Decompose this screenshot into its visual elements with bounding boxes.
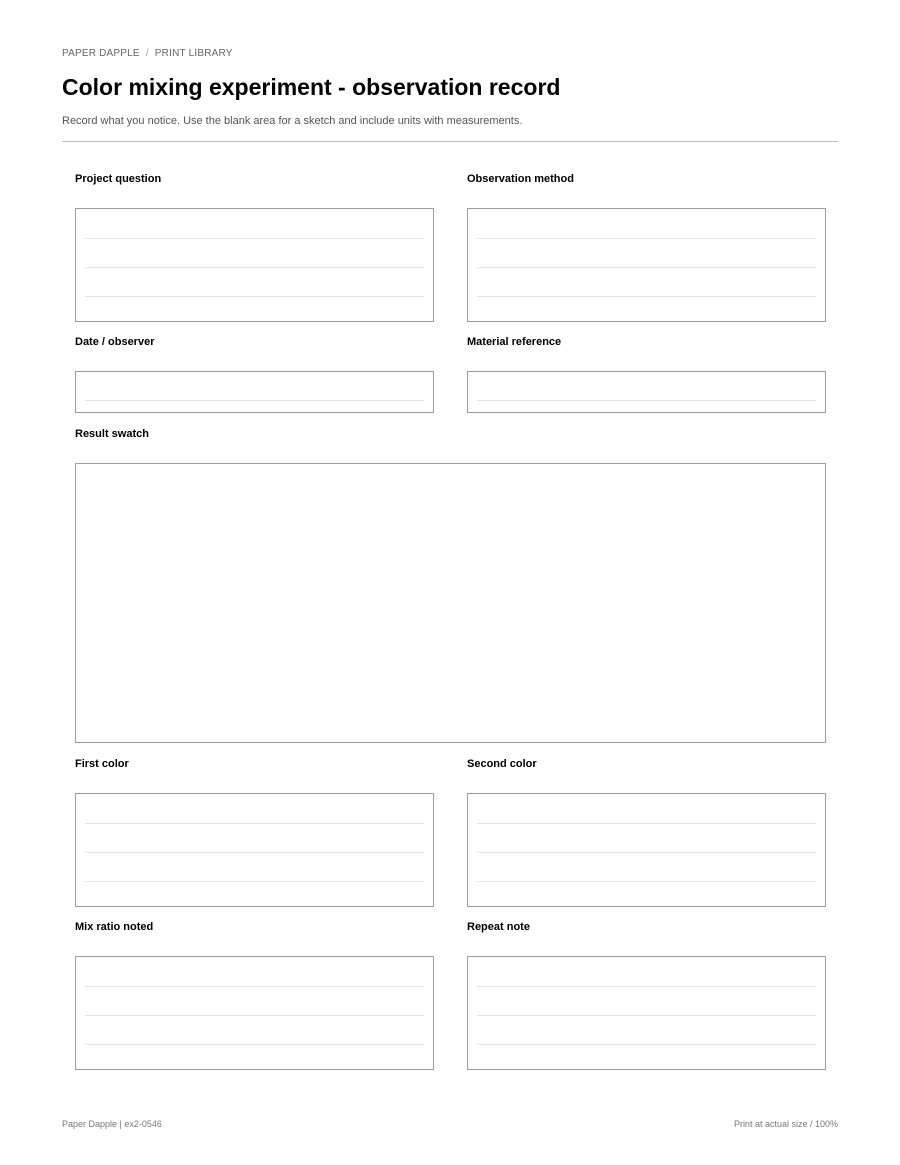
date-observer-label: Date / observer (75, 336, 155, 348)
writing-line (85, 1044, 424, 1045)
writing-line (85, 823, 424, 824)
writing-line (477, 296, 816, 297)
writing-line (477, 823, 816, 824)
material-reference-label: Material reference (467, 336, 562, 348)
footer-print-note: Print at actual size / 100% (733, 1119, 838, 1129)
first-color-box[interactable] (75, 793, 434, 907)
writing-line (85, 986, 424, 987)
repeat-note-label: Repeat note (467, 921, 530, 933)
first-color-label: First color (75, 758, 129, 770)
writing-line (85, 296, 424, 297)
writing-line (477, 881, 816, 882)
project-question-box[interactable] (75, 208, 434, 322)
page-title: Color mixing experiment - observation record (62, 74, 561, 100)
writing-line (477, 852, 816, 853)
mix-ratio-label: Mix ratio noted (75, 921, 154, 933)
writing-line (85, 881, 424, 882)
header-divider (62, 141, 838, 142)
writing-line (477, 1044, 816, 1045)
writing-line (477, 238, 816, 239)
second-color-box[interactable] (467, 793, 826, 907)
breadcrumb (62, 48, 233, 59)
material-reference-box[interactable] (467, 371, 826, 413)
project-question-label: Project question (75, 173, 162, 185)
result-swatch-area[interactable] (75, 463, 826, 743)
breadcrumb-brand: PAPER DAPPLE (62, 48, 140, 59)
writing-line (85, 1015, 424, 1016)
date-observer-box[interactable] (75, 371, 434, 413)
footer-source: Paper Dapple | ex2-0546 (62, 1119, 162, 1129)
breadcrumb-section: PRINT LIBRARY (154, 48, 233, 59)
result-swatch-label: Result swatch (75, 428, 149, 440)
observation-method-box[interactable] (467, 208, 826, 322)
writing-line (477, 267, 816, 268)
writing-line (85, 267, 424, 268)
observation-method-label: Observation method (467, 173, 574, 185)
repeat-note-box[interactable] (467, 956, 826, 1070)
second-color-label: Second color (467, 758, 537, 770)
writing-line (477, 986, 816, 987)
writing-line (85, 400, 424, 401)
page-subtitle: Record what you notice. Use the blank area for a sketch and include units with measurements. (62, 115, 523, 127)
writing-line (477, 400, 816, 401)
writing-line (85, 852, 424, 853)
writing-line (477, 1015, 816, 1016)
mix-ratio-box[interactable] (75, 956, 434, 1070)
writing-line (85, 238, 424, 239)
breadcrumb-separator: / (145, 48, 149, 59)
